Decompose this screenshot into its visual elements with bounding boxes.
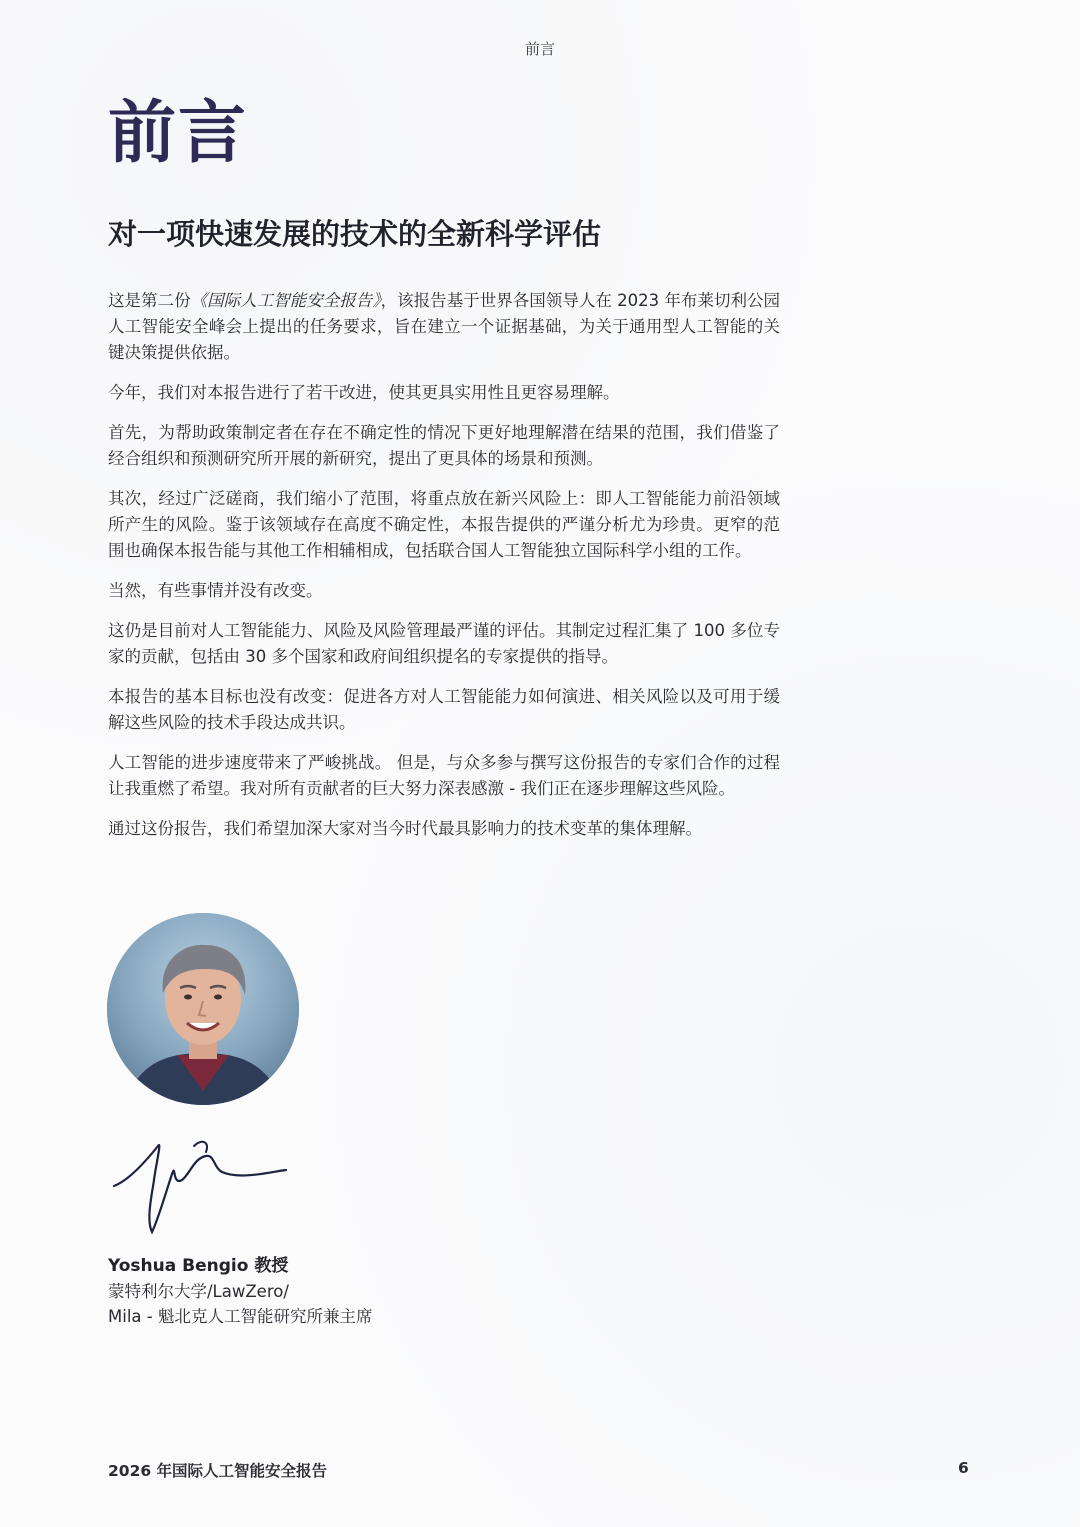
- section-subtitle: 对一项快速发展的技术的全新科学评估: [108, 217, 602, 251]
- signatory-affiliation-line2: Mila - 魁北克人工智能研究所兼主席: [108, 1307, 373, 1326]
- signatory-block: [108, 1254, 372, 1329]
- paragraph-1-prefix: 这是第二份: [108, 291, 191, 310]
- foreword-body: [108, 288, 780, 856]
- signatory-name: Yoshua Bengio 教授: [108, 1256, 289, 1276]
- paragraph-5: 当然，有些事情并没有改变。: [108, 581, 323, 600]
- report-title-italic: 《国际人工智能安全报告》: [190, 291, 381, 310]
- author-portrait: [107, 913, 299, 1105]
- paragraph-6: 这仍是目前对人工智能能力、风险及风险管理最严谨的评估。其制定过程汇集了 100 多位专家的贡献，包括由 30 多个国家和政府间组织提名的专家提供的指导。: [108, 621, 780, 666]
- paragraph-3: 首先，为帮助政策制定者在存在不确定性的情况下更好地理解潜在结果的范围，我们借鉴了经合组织和预测研究所开展的新研究，提出了更具体的场景和预测。: [108, 423, 780, 468]
- paragraph-4: 其次，经过广泛磋商，我们缩小了范围，将重点放在新兴风险上：即人工智能能力前沿领域所产生的风险。鉴于该领域存在高度不确定性，本报告提供的严谨分析尤为珍贵。更窄的范围也确保本报告能与其他工作相辅相成，包括联合国人工智能独立国际科学小组的工作。: [108, 489, 780, 560]
- signatory-affiliation-line1: 蒙特利尔大学/LawZero/: [108, 1282, 289, 1301]
- paragraph-2: 今年，我们对本报告进行了若干改进，使其更具实用性且更容易理解。: [108, 383, 620, 402]
- footer-page-number: 6: [958, 1459, 969, 1477]
- paragraph-7: 本报告的基本目标也没有改变：促进各方对人工智能能力如何演进、相关风险以及可用于缓解这些风险的技术手段达成共识。: [108, 687, 780, 732]
- page-title: 前言: [108, 94, 249, 173]
- paragraph-9: 通过这份报告，我们希望加深大家对当今时代最具影响力的技术变革的集体理解。: [108, 819, 702, 838]
- author-signature: [110, 1128, 310, 1248]
- running-head: 前言: [524, 40, 555, 58]
- footer-publication-title: 2026 年国际人工智能安全报告: [108, 1462, 328, 1480]
- paragraph-8: 人工智能的进步速度带来了严峻挑战。 但是，与众多参与撰写这份报告的专家们合作的过程让我重燃了希望。我对所有贡献者的巨大努力深表感激 - 我们正在逐步理解这些风险。: [108, 753, 780, 798]
- paragraph-1-suffix: ，该报告基于世界各国领导人在 2023 年布莱切利公园人工智能安全峰会上提出的任务要求，旨在建立一个证据基础，为关于通用型人工智能的关键决策提供依据。: [108, 291, 781, 362]
- paragraph-1: [108, 288, 780, 366]
